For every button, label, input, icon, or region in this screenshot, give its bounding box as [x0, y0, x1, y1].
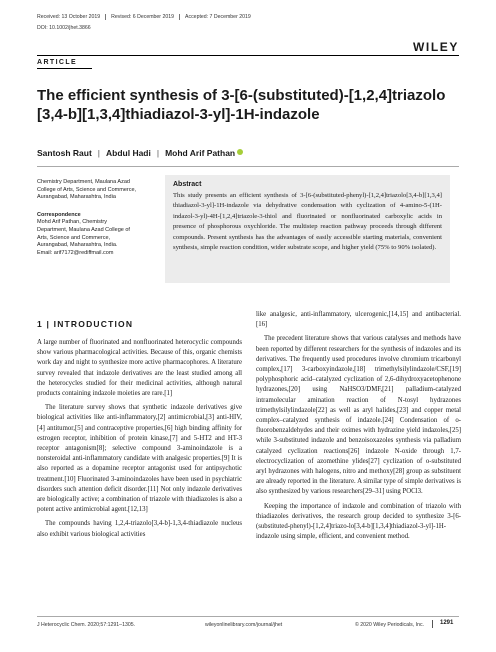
paragraph: The literature survey shows that synthetic indazole derivatives give biological activities like anti-inflammatory,[2] antimicrobial,[3] anti-HIV,[4] antitumor,[5] and contraceptive properties,[6] high binding affinity for estrogen receptor, inhibition of protein kinase,[7] and 5-HT2 and HT-3 receptor antagonism[8]; selective compound 3-aminoindazole is a nonsteroidal anti-inflammatory candidate with analgesic properties.[9] It is also reported as a dopamine receptor antagonist used for antipsychotic treatment.[10] Fluorinated 3-aminoindazoles have been used in psychiatric disorders such attention deficit disorder.[11] Not only indazole derivatives are biologically active; a combination of triazole with thiadiazoles is also a potent active antimicrobial agent.[12,13]: [37, 404, 242, 514]
correspondence-line: Aurangabad, Maharashtra, India.: [37, 242, 118, 249]
title-line-1: The efficient synthesis of 3-[6-(substituted)-[1,2,4]triazolo: [37, 87, 446, 104]
correspondence-email[interactable]: Email: arif7172@rediffmail.com: [37, 249, 114, 256]
revised-date: Revised: 6 December 2019: [106, 14, 180, 20]
correspondence-line: Department, Maulana Azad College of: [37, 226, 130, 233]
author-name[interactable]: Santosh Raut: [37, 148, 92, 158]
abstract-heading: Abstract: [173, 181, 202, 188]
header-divider: [37, 55, 459, 56]
paragraph: The precedent literature shows that various catalyses and methods have been reported by different researchers for the synthesis of indazoles and its derivatives. The frequently used procedures involve chromium tricarbonyl complex,[17] 3-carboxyindazole,[18] trimethylsilylindazole/CSF,[19] polyphosphoric acid–catalyzed cyclization of 2,6-dihydroxyacetophenone hydrazones,[20] using NaHSO3/DMF,[21] palladium-catalyzed intramolecular amination reaction of N-tosyl hydrazones trimethylsilylindazole[22] as well as aryl halides,[23] and copper metal complex–catalyzed synthesis of indazole.[24] Condensation of o-fluorobenzaldehydes and their oximes with hydrazine yield indazoles,[25] while 3-substituted indazole and benzoisoxazoles synthesis via palladium catalyzed cyclization reactions[26] indazole N-oxide through 1,7-electrocyclization of azomethine ylides[27] cyclization of o-substituted aryl hydrazones with halogens, nitro and methoxy[28] group as substituent are already reported in the literature. A similar type of simple derivatives is also synthesized by various researchers[29–31] using POCl3.: [256, 335, 461, 496]
author-separator: |: [156, 148, 160, 158]
article-title: [37, 86, 457, 124]
author-list: [37, 148, 243, 158]
correspondence-line: Mohd Arif Pathan, Chemistry: [37, 219, 108, 226]
copyright: © 2020 Wiley Periodicals, Inc.: [355, 622, 424, 628]
section-label: ARTICLE: [37, 59, 78, 66]
paragraph: Keeping the importance of indazole and combination of triazolo with thiadiazoles derivatives, the research group decided to synthesize 3-[6-(substituted-phenyl)-[1,2,4]triazo-lo[3,4-b][1,3,4]thiadiazol-3-yl]-1H-indazole using simple, efficient, and convenient method.: [256, 502, 461, 541]
correspondence-line: Arts, Science and Commerce,: [37, 234, 111, 241]
doi[interactable]: DOI: 10.1002/jhet.3866: [37, 25, 91, 31]
footer-divider: [37, 616, 459, 617]
page-number-divider: [432, 620, 433, 628]
section-label-underline: [37, 68, 92, 69]
article-dates: [37, 14, 256, 20]
received-date: Received: 13 October 2019: [37, 14, 106, 20]
title-line-2: [3,4-b][1,3,4]thiadiazol-3-yl]-1H-indazole: [37, 106, 320, 123]
author-name[interactable]: Mohd Arif Pathan: [165, 148, 236, 158]
accepted-date: Accepted: 7 December 2019: [185, 14, 251, 20]
journal-url[interactable]: wileyonlinelibrary.com/journal/jhet: [205, 622, 283, 628]
affiliation-line: Chemistry Department, Maulana Azad: [37, 179, 130, 185]
affiliation-line: Aurangabad, Maharashtra, India: [37, 194, 116, 201]
correspondence-heading: Correspondence: [37, 211, 81, 218]
abstract-text: This study presents an efficient synthesis of 3-[6-(substituted-phenyl)-[1,2,4]triazolo[3,4-b][1,3,4] thiadiazol-3-yl]-1H-indazole via dehydrative condensation with cyclization of 4-amino-5-(1H-indazol-3-yl)-4H-[1,2,4]triazole-3-thiol and fluorinated or nonfluorinated carboxylic acids in presence of phosphorous oxychloride. The multistep reaction pathway proceeds through different compounds. Present synthesis has the advantages of easily accessible starting materials, convenient synthesis, simple reaction condition, wider substrate scope, and higher yield (75% to 90% isolated).: [173, 192, 442, 252]
author-divider: [37, 166, 459, 167]
page-number: 1291: [440, 620, 454, 626]
journal-citation: J Heterocyclic Chem. 2020;57:1291–1305.: [37, 622, 136, 628]
section-heading-introduction: 1 | INTRODUCTION: [37, 319, 134, 329]
author-separator: |: [97, 148, 100, 158]
publisher-logo: WILEY: [413, 40, 459, 54]
paragraph: A large number of fluorinated and nonfluorinated heterocyclic compounds show various pharmacological activities. Because of this, organic chemists work day and night to synthesize more active pharmacophores. A literature survey revealed that indazole derivatives are the least studied among all the heterocycles studied for their medicinal activities, although natural products containing indazole moieties are rare.[1]: [37, 339, 242, 398]
paragraph: The compounds having 1,2,4-triazolo[3,4-b]-1,3,4-thiadiazole nucleus also exhibit various biological activities: [37, 520, 242, 538]
right-column: [256, 310, 461, 546]
author-name[interactable]: Abdul Hadi: [106, 148, 151, 158]
affiliation-block: [37, 179, 155, 257]
abstract-box: [165, 175, 450, 283]
affiliation-line: College of Arts, Science and Commerce,: [37, 186, 137, 193]
left-column: [37, 338, 242, 544]
paragraph: like analgesic, anti-inflammatory, ulcerogenic,[14,15] and antibacterial.[16]: [256, 311, 461, 329]
orcid-icon[interactable]: [237, 149, 243, 155]
